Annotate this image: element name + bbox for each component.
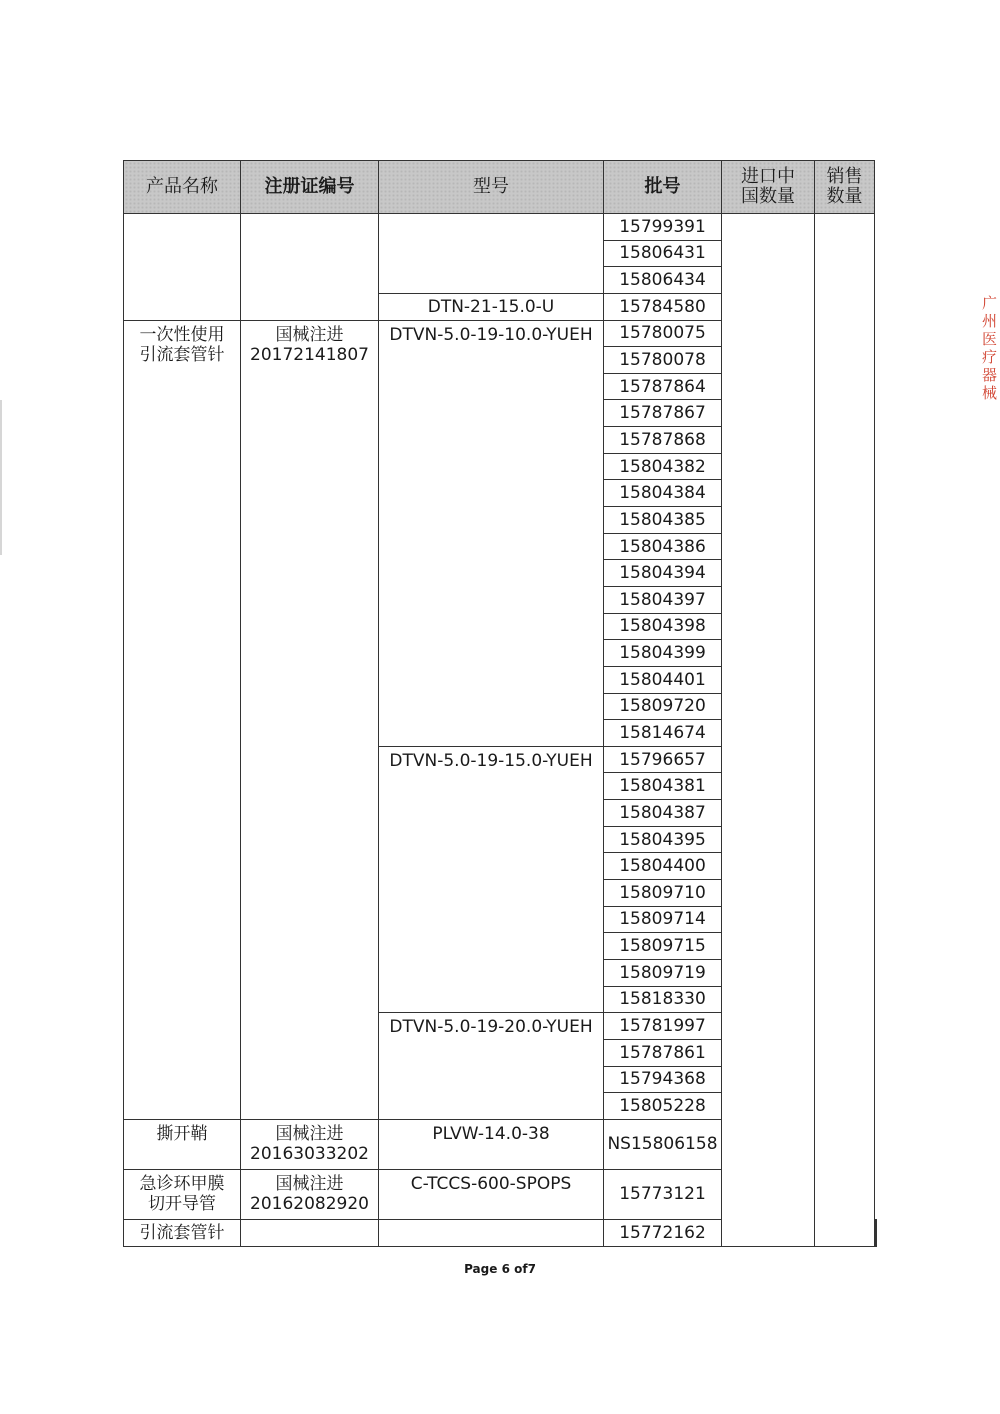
reg-no-line2: 20162082920 (250, 1193, 369, 1214)
reg-no-cell (241, 1169, 379, 1219)
batch-cell: 15805228 (604, 1093, 722, 1120)
batch-cell: 15780078 (604, 347, 722, 374)
product-name-line2: 切开导管 (148, 1193, 216, 1214)
batch-cell: 15809715 (604, 933, 722, 960)
header-import-qty-line1: 进口中 (741, 166, 795, 187)
batch-cell: 15804400 (604, 853, 722, 880)
header-sales-qty-line1: 销售 (826, 166, 863, 187)
product-name-line1: 一次性使用 (139, 324, 225, 345)
batch-cell: 15809720 (604, 693, 722, 720)
page-number: 6 (501, 1262, 510, 1276)
reg-no-line1: 国械注进 (275, 1173, 344, 1194)
batch-cell: 15804398 (604, 613, 722, 640)
reg-no-line2: 20163033202 (250, 1143, 369, 1164)
model-cell (379, 214, 604, 294)
page-label: Page (464, 1262, 498, 1276)
batch-cell: 15804387 (604, 800, 722, 827)
product-name-line1: 急诊环甲膜 (139, 1173, 225, 1194)
batch-cell: 15804399 (604, 640, 722, 667)
product-name-cell (124, 320, 241, 1119)
reg-no-line1: 国械注进 (275, 324, 344, 345)
batch-cell: 15787861 (604, 1039, 722, 1066)
batch-cell: 15804384 (604, 480, 722, 507)
page-total: 7 (527, 1262, 536, 1276)
batch-cell: 15780075 (604, 320, 722, 347)
header-reg-no: 注册证编号 (241, 161, 379, 214)
sales-qty-cell (815, 214, 875, 1247)
sales-qty-cell (876, 1219, 877, 1246)
reg-no-cell (241, 1119, 379, 1169)
batch-cell: 15806434 (604, 267, 722, 294)
model-cell: C-TCCS-600-SPOPS (379, 1169, 604, 1219)
header-model: 型号 (379, 161, 604, 214)
batch-cell: 15804385 (604, 507, 722, 534)
batch-cell: 15796657 (604, 746, 722, 773)
batch-cell: 15804382 (604, 453, 722, 480)
batch-cell: 15787868 (604, 427, 722, 454)
product-name-line2: 引流套管针 (139, 344, 225, 365)
product-name-cell: 引流套管针 (124, 1219, 241, 1246)
of-label: of (514, 1262, 528, 1276)
reg-no-cell (241, 214, 379, 321)
batch-cell: 15787864 (604, 373, 722, 400)
batch-cell: 15804381 (604, 773, 722, 800)
batch-cell: 15773121 (604, 1169, 722, 1219)
model-cell: DTN-21-15.0-U (379, 293, 604, 320)
page-footer (0, 1262, 1000, 1276)
batch-cell: 15814674 (604, 720, 722, 747)
table-row (124, 214, 877, 241)
reg-no-cell (241, 1219, 379, 1246)
batch-cell: 15787867 (604, 400, 722, 427)
table-header-row (124, 161, 877, 214)
header-sales-qty (815, 161, 875, 214)
batch-cell: 15772162 (604, 1219, 722, 1246)
batch-cell: 15804395 (604, 826, 722, 853)
model-cell: DTVN-5.0-19-15.0-YUEH (379, 746, 604, 1012)
batch-cell: 15804397 (604, 586, 722, 613)
header-product-name: 产品名称 (124, 161, 241, 214)
import-qty-cell (722, 214, 815, 1247)
model-cell: DTVN-5.0-19-10.0-YUEH (379, 320, 604, 746)
product-batch-table (123, 160, 877, 1247)
reg-no-line1: 国械注进 (275, 1123, 344, 1144)
seal-stamp-fragment: 广州医疗器械 (980, 295, 998, 403)
batch-cell: NS15806158 (604, 1119, 722, 1169)
batch-cell: 15818330 (604, 986, 722, 1013)
model-cell: DTVN-5.0-19-20.0-YUEH (379, 1013, 604, 1120)
product-name-cell: 撕开鞘 (124, 1119, 241, 1169)
model-cell (379, 1219, 604, 1246)
header-batch: 批号 (604, 161, 722, 214)
batch-cell: 15806431 (604, 240, 722, 267)
batch-cell: 15794368 (604, 1066, 722, 1093)
batch-cell: 15781997 (604, 1013, 722, 1040)
batch-cell: 15804386 (604, 533, 722, 560)
header-import-qty (722, 161, 815, 214)
batch-cell: 15804394 (604, 560, 722, 587)
product-name-cell (124, 1169, 241, 1219)
batch-cell: 15799391 (604, 214, 722, 241)
model-cell: PLVW-14.0-38 (379, 1119, 604, 1169)
batch-cell: 15804401 (604, 666, 722, 693)
reg-no-cell (241, 320, 379, 1119)
header-sales-qty-line2: 数量 (826, 186, 863, 207)
header-import-qty-line2: 国数量 (741, 186, 795, 207)
batch-cell: 15809710 (604, 880, 722, 907)
reg-no-line2: 20172141807 (250, 344, 369, 365)
batch-cell: 15809719 (604, 959, 722, 986)
batch-cell: 15809714 (604, 906, 722, 933)
batch-cell: 15784580 (604, 293, 722, 320)
product-name-cell (124, 214, 241, 321)
scan-edge-mark (0, 400, 2, 555)
